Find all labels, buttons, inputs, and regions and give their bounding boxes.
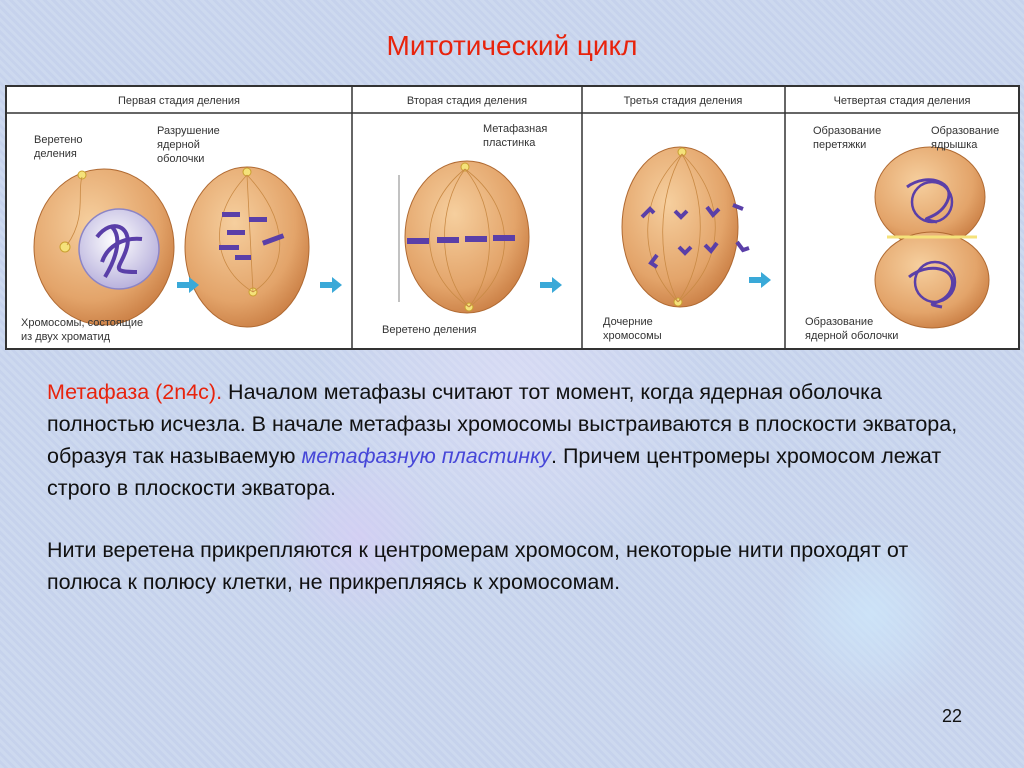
slide-title: Митотический цикл xyxy=(386,30,638,61)
stage-header: Вторая стадия деления xyxy=(406,95,528,107)
body-text xyxy=(47,376,987,598)
cell-metaphase xyxy=(399,161,529,313)
paragraph-spindle: Нити веретена прикрепляются к центромерам хромосом, некоторые нити проходят от полюса к полюсу клетки, не прикрепляясь к хромосомам. xyxy=(47,538,909,594)
paragraph-text: . Причем центромеры хромосом лежат строго в плоскости экватора. xyxy=(47,444,942,500)
cell-prometaphase xyxy=(185,167,309,327)
paragraph-text: Началом метафазы считают тот момент, когда ядерная оболочка полностью исчезла. В начале метафазы хромосомы выстраиваются в плоскости экватора, образуя так называемую xyxy=(47,380,958,468)
label-daughter: Дочерние xyxy=(603,316,653,328)
stage-header: Первая стадия деления xyxy=(118,95,240,107)
label-chromosomes: из двух хроматид xyxy=(21,331,111,343)
arrow-icon xyxy=(749,272,771,288)
label-envelope: ядерной оболочки xyxy=(805,330,899,342)
cell-prophase xyxy=(34,169,174,325)
metaphase-lead: Метафаза (2n4c). xyxy=(47,380,223,404)
label-chromosomes: Хромосомы, состоящие xyxy=(21,317,144,329)
metaphase-plate-term: метафазную пластинку xyxy=(301,444,552,468)
stage-header: Четвертая стадия деления xyxy=(833,95,971,107)
mitosis-figure xyxy=(5,85,1020,350)
label-spindle: деления xyxy=(34,148,77,160)
cell-telophase xyxy=(875,147,989,328)
label-metaphase-plate: Метафазная xyxy=(483,123,548,135)
label-destruction: Разрушение xyxy=(157,125,220,137)
label-constriction: перетяжки xyxy=(813,139,867,151)
label-constriction: Образование xyxy=(813,125,882,137)
label-metaphase-plate: пластинка xyxy=(483,137,536,149)
page-number: 22 xyxy=(941,706,962,726)
arrow-icon xyxy=(320,277,342,293)
label-nucleolus: ядрышка xyxy=(931,139,978,151)
label-envelope: Образование xyxy=(805,316,874,328)
label-daughter: хромосомы xyxy=(603,330,662,342)
label-destruction: ядерной xyxy=(157,139,200,151)
label-spindle: Веретено xyxy=(34,134,83,146)
cell-anaphase xyxy=(622,147,749,307)
mitosis-illustration xyxy=(7,87,1018,348)
arrow-icon xyxy=(540,277,562,293)
paragraph-metaphase xyxy=(47,376,987,504)
label-destruction: оболочки xyxy=(157,153,205,165)
label-nucleolus: Образование xyxy=(931,125,1000,137)
stage-header: Третья стадия деления xyxy=(623,95,743,107)
label-spindle-division: Веретено деления xyxy=(382,324,477,336)
